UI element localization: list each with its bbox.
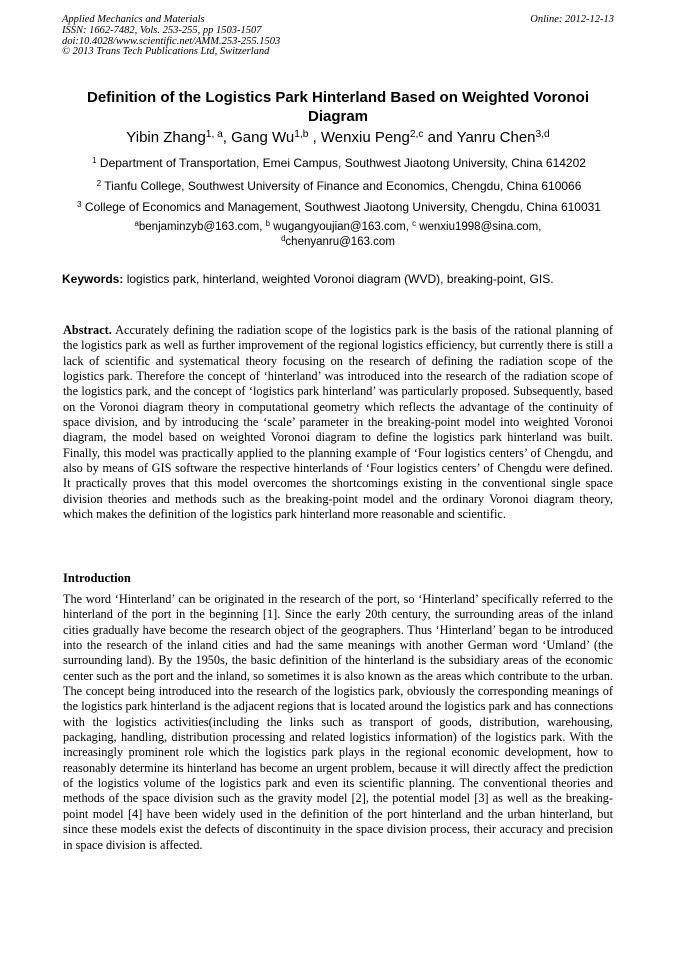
- author-separator: ,: [308, 129, 321, 146]
- email-list: [62, 220, 614, 249]
- author-affiliation-mark: 1,b: [294, 129, 309, 141]
- author-separator: ,: [222, 129, 232, 146]
- abstract-text: Accurately defining the radiation scope of the logistics park is the basis of the rational planning of the logistics park as well as further improvement of the regional logistics efficiency, but currently there is still a lack of scientific and systematical theory focusing on the research of defining the radiation scope of the logistics park. Therefore the concept of ‘hinterland’ was introduced into the research of the radiation scope of the logistics park, and the concept of ‘logistics park hinterland’ was particularly proposed. Subsequently, based on the Voronoi diagram theory in computational geometry which reflects the advantage of the continuity of space division, and by introducing the ‘scale’ parameter in the breaking-point model into weighted Voronoi diagram, the model based on weighted Voronoi diagram to define the logistics park hinterland was built. Finally, this model was practically applied to the planning example of ‘Four logistics centers’ of Chengdu, and also by means of GIS software the respective hinterlands of ‘Four logistics centers’ of Chengdu were defined. It practically proves that this model overcomes the shortcomings existing in the conventional single space division theories and methods such as the breaking-point model and the ordinary Voronoi diagram theory, which makes the definition of the logistics park hinterland more reasonable and scientific.: [63, 323, 613, 522]
- author-name: Yanru Chen: [456, 129, 536, 146]
- affiliation-text: Department of Transportation, Emei Campus, Southwest Jiaotong University, China 614202: [96, 156, 586, 170]
- affiliation-3: [58, 200, 620, 214]
- issn-line: ISSN: 1662-7482, Vols. 253-255, pp 1503-1507: [62, 24, 262, 36]
- email-a[interactable]: benjaminzyb@163.com,: [138, 221, 266, 233]
- email-line-2: [62, 235, 614, 250]
- affiliation-2: [58, 179, 620, 193]
- author-name: Yibin Zhang: [126, 129, 206, 146]
- affiliation-text: College of Economics and Management, Southwest Jiaotong University, Chengdu, China 610031: [81, 200, 601, 214]
- title-line-2: Diagram: [307, 108, 369, 125]
- email-d[interactable]: chenyanru@163.com: [285, 235, 395, 248]
- email-line-1: [62, 220, 614, 235]
- author-affiliation-mark: 3,d: [535, 129, 550, 141]
- affiliation-number: 1: [92, 156, 97, 166]
- journal-header: [62, 15, 280, 58]
- email-mark: a: [134, 219, 139, 229]
- keywords-label: Keywords:: [62, 272, 124, 286]
- abstract: [63, 323, 613, 522]
- abstract-label: Abstract.: [63, 323, 112, 337]
- journal-name: Applied Mechanics and Materials: [62, 14, 205, 25]
- affiliation-number: 3: [77, 200, 82, 210]
- email-c[interactable]: wenxiu1998@sina.com,: [416, 221, 542, 233]
- introduction-heading: Introduction: [63, 571, 131, 585]
- email-b[interactable]: wugangyoujian@163.com,: [270, 221, 413, 233]
- title-line-1: Definition of the Logistics Park Hinterland Based on Weighted Voronoi: [87, 89, 589, 106]
- paper-title: [62, 88, 614, 126]
- copyright-line: © 2013 Trans Tech Publications Ltd, Switzerland: [62, 46, 270, 58]
- affiliation-1: [58, 156, 620, 170]
- keywords: [62, 272, 614, 287]
- online-date: Online: 2012-12-13: [530, 14, 614, 25]
- author-separator: and: [423, 129, 457, 146]
- introduction-text: The word ‘Hinterland’ can be originated in the research of the port, so ‘Hinterland’ specifically referred to the hinterland of the port in the beginning [1]. Since the early 20th century, the surrounding areas of the inland cities gradually have become the research object of the geographers. Thus ‘Hinterland’ began to be introduced into the research of the inland cities and had the same meanings with another German word ‘Umland’ (the surrounding land). By the 1950s, the basic definition of the hinterland is the subsidiary areas of the economic center such as the port and the inland, so sometimes it is also known as the areas which contribute to the urban. The concept being introduced into the research of the logistics park, obviously the corresponding meanings of the logistics park hinterland is the adjacent regions that is located around the logistics park and has connections with the logistics activities(including the links such as transport of goods, distribution, warehousing, packaging, handling, distribution processing and related logistics information) of the logistics park. With the increasingly prominent role which the logistics park plays in the regional economic development, how to reasonably determine its hinterland has become an urgent problem, because it will directly affect the prediction of the logistics volume of the logistics park and even its scientific planning. The conventional theories and methods of the space division such as the gravity model [2], the potential model [3] as well as the breaking-point model [4] have been widely used in the definition of the port hinterland and the urban hinterland, but since these models exist the defects of discontinuity in the space division process, their accuracy and precision in space division is affected.: [63, 592, 613, 852]
- author-affiliation-mark: 1, a: [205, 129, 223, 141]
- affiliation-text: Tianfu College, Southwest University of Finance and Economics, Chengdu, China 610066: [101, 179, 582, 193]
- email-mark: c: [412, 219, 416, 229]
- doi-line: doi:10.4028/www.scientific.net/AMM.253-255.1503: [62, 35, 281, 47]
- keywords-text: logistics park, hinterland, weighted Voronoi diagram (WVD), breaking-point, GIS.: [123, 272, 554, 286]
- author-name: Gang Wu: [231, 129, 295, 146]
- author-name: Wenxiu Peng: [320, 129, 410, 146]
- author-list: [62, 129, 614, 147]
- email-mark: b: [265, 219, 270, 229]
- affiliation-number: 2: [96, 179, 102, 189]
- author-affiliation-mark: 2,c: [409, 129, 424, 141]
- email-mark: d: [281, 233, 286, 243]
